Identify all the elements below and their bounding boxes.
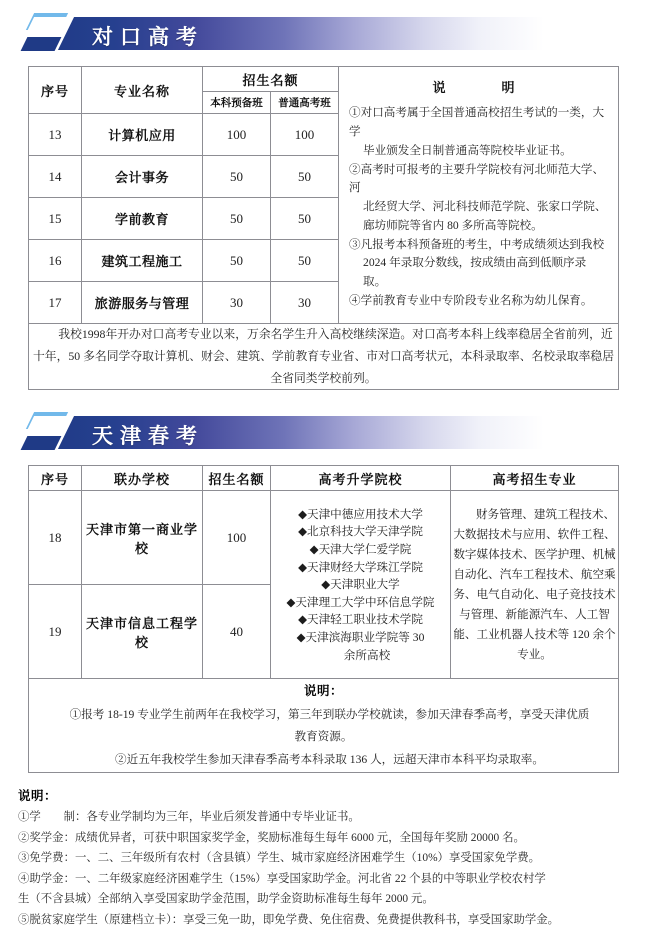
note-line: ①报考 18-19 专业学生前两年在我校学习，第三年到联办学校就读，参加天津春季高考，享受天津优质: [69, 707, 590, 721]
banner-table-spacer-1: [0, 53, 646, 66]
cell-quota-normal: 50: [271, 198, 339, 240]
notes-cell: [29, 679, 619, 772]
header-seq: 序号: [29, 466, 82, 491]
cell-quota-normal: 50: [271, 156, 339, 198]
cell-seq: 18: [29, 491, 82, 585]
cell-quota-prep: 50: [203, 198, 271, 240]
table-summary-row: [29, 324, 619, 390]
remark-line: 北经贸大学、河北科技师范学院、张家口学院、: [363, 200, 607, 214]
banner-accent-chip-lower-icon: [21, 436, 62, 450]
table-row: [29, 491, 619, 585]
section-banner-tianjin: [44, 412, 544, 452]
footer-item: ⑤脱贫家庭学生（原建档立卡）：享受三免一助，即免学费、免住宿费、免费提供教科书，享受国家助学金。: [18, 913, 560, 926]
section-spacer: [0, 390, 646, 412]
header-colleges: 高考升学院校: [271, 466, 451, 491]
cell-seq: 19: [29, 585, 82, 679]
table-wrap-tianjin: [28, 465, 618, 772]
cell-major: 计算机应用: [82, 114, 203, 156]
footer-title: 说明：: [18, 788, 58, 803]
header-seq: 序号: [29, 67, 82, 114]
note-line: ②近五年我校学生参加天津春季高考本科录取 136 人，远超天津市本科平均录取率。: [115, 753, 544, 766]
note-line: 教育资源。: [294, 730, 353, 744]
cell-majors-list: [451, 491, 619, 679]
footer-item: ③免学费：一、二、三年级所有农村（含县镇）学生、城市家庭经济困难学生（10%）享受国家免学费。: [18, 852, 541, 865]
college-item: ◆天津理工大学中环信息学院: [286, 595, 435, 609]
header-majors: 高考招生专业: [451, 466, 619, 491]
remark-line: ③凡报考本科预备班的考生，中考成绩须达到我校: [349, 237, 605, 251]
cell-major: 会计事务: [82, 156, 203, 198]
section-title-tianjin: 天津春考: [92, 425, 204, 449]
table-duikou-gaokao: [28, 66, 619, 390]
section-title-duikou: 对口高考: [92, 26, 204, 49]
cell-quota-prep: 50: [203, 240, 271, 282]
header-quota-prep: 本科预备班: [203, 92, 271, 114]
section-banner-duikou: [44, 13, 544, 53]
college-item: ◆天津大学仁爱学院: [309, 542, 412, 556]
cell-quota: 100: [203, 491, 271, 585]
college-item: ◆天津中德应用技术大学: [298, 507, 423, 521]
cell-seq: 17: [29, 282, 82, 324]
header-quota: 招生名额: [203, 466, 271, 491]
cell-seq: 15: [29, 198, 82, 240]
majors-text: 财务管理、建筑工程技术、大数据技术与应用、软件工程、数字媒体技术、医学护理、机械自动化、汽车工程技术、航空乘务、电气自动化、电子竞技技术与管理、新能源汽车、人工智能、工业机器人技术等 120 余个专业。: [453, 508, 616, 661]
remark-line: 毕业颁发全日制普通高等院校毕业证书。: [363, 143, 572, 157]
remark-line: 廊坊师院等省内 80 多所高等院校。: [363, 218, 543, 232]
college-item: ◆天津职业大学: [321, 578, 400, 592]
cell-major: 学前教育: [82, 198, 203, 240]
remark-line: ④学前教育专业中专阶段专业名称为幼儿保育。: [349, 294, 593, 308]
header-quota-group: 招生名额: [203, 67, 339, 92]
cell-partner-school: 天津市信息工程学校: [82, 585, 203, 679]
college-item-cont: 余所高校: [343, 648, 391, 662]
header-remark-and-body: [339, 67, 619, 324]
header-quota-normal: 普通高考班: [271, 92, 339, 114]
header-remark-label: 说 明: [432, 80, 525, 96]
cell-quota-prep: 50: [203, 156, 271, 198]
cell-quota-normal: 50: [271, 240, 339, 282]
cell-quota-normal: 100: [271, 114, 339, 156]
summary-paragraph: 我校1998年开办对口高考专业以来，万余名学生升入高校继续深造。对口高考本科上线率稳居全省前列，近十年，50 多名同学夺取计算机、财会、建筑、学前教育专业省、市对口高考状元，本科录取率、名校录取率稳居全省同类学校前列。: [33, 327, 614, 385]
footer-item-cont: 生（不含县城）全部纳入享受国家助学金范围，助学金资助标准每生每年 2000 元。: [18, 893, 434, 906]
summary-paragraph-cell: [29, 324, 619, 390]
cell-major: 旅游服务与管理: [82, 282, 203, 324]
cell-college-list: [271, 491, 451, 679]
cell-seq: 13: [29, 114, 82, 156]
footer-item: ④助学金：一、二年级家庭经济困难学生（15%）享受国家助学金。河北省 22 个县的中等职业学校农村学: [18, 872, 546, 885]
college-item: ◆北京科技大学天津学院: [298, 525, 423, 539]
banner-accent-chip-lower-icon: [21, 37, 62, 51]
header-partner-school: 联办学校: [82, 466, 203, 491]
table-header-row-top: [29, 67, 619, 92]
college-item: ◆天津轻工职业技术学院: [298, 613, 423, 627]
table-header-row: [29, 466, 619, 491]
top-spacer: [0, 0, 646, 13]
banner-table-spacer-2: [0, 452, 646, 465]
remark-note-list: [339, 96, 618, 315]
notes-title: 说明：: [303, 684, 343, 699]
college-item: ◆天津财经大学珠江学院: [298, 560, 423, 574]
cell-quota: 40: [203, 585, 271, 679]
header-major-name: 专业名称: [82, 67, 203, 114]
footer-notes: [18, 785, 628, 930]
cell-quota-prep: 100: [203, 114, 271, 156]
cell-quota-prep: 30: [203, 282, 271, 324]
footer-item: ②奖学金：成绩优异者，可获中职国家奖学金，奖励标准每生每年 6000 元，全国每年奖励 20000 名。: [18, 831, 525, 844]
cell-seq: 14: [29, 156, 82, 198]
cell-major: 建筑工程施工: [82, 240, 203, 282]
table-wrap-duikou: [28, 66, 618, 390]
table-tianjin-chunkao: [28, 465, 619, 772]
remark-line: ①对口高考属于全国普通高校招生考试的一类，大学: [349, 106, 605, 138]
cell-seq: 16: [29, 240, 82, 282]
table-notes-row: [29, 679, 619, 772]
college-item: ◆天津滨海职业学院等 30: [296, 630, 425, 644]
remark-line: 2024 年录取分数线，按成绩由高到低顺序录取。: [363, 256, 587, 289]
remark-line: ②高考时可报考的主要升学院校有河北师范大学、河: [349, 162, 605, 195]
cell-partner-school: 天津市第一商业学校: [82, 491, 203, 585]
cell-quota-normal: 30: [271, 282, 339, 324]
footer-item: ①学 制：各专业学制均为三年，毕业后须发普通中专毕业证书。: [18, 811, 360, 824]
